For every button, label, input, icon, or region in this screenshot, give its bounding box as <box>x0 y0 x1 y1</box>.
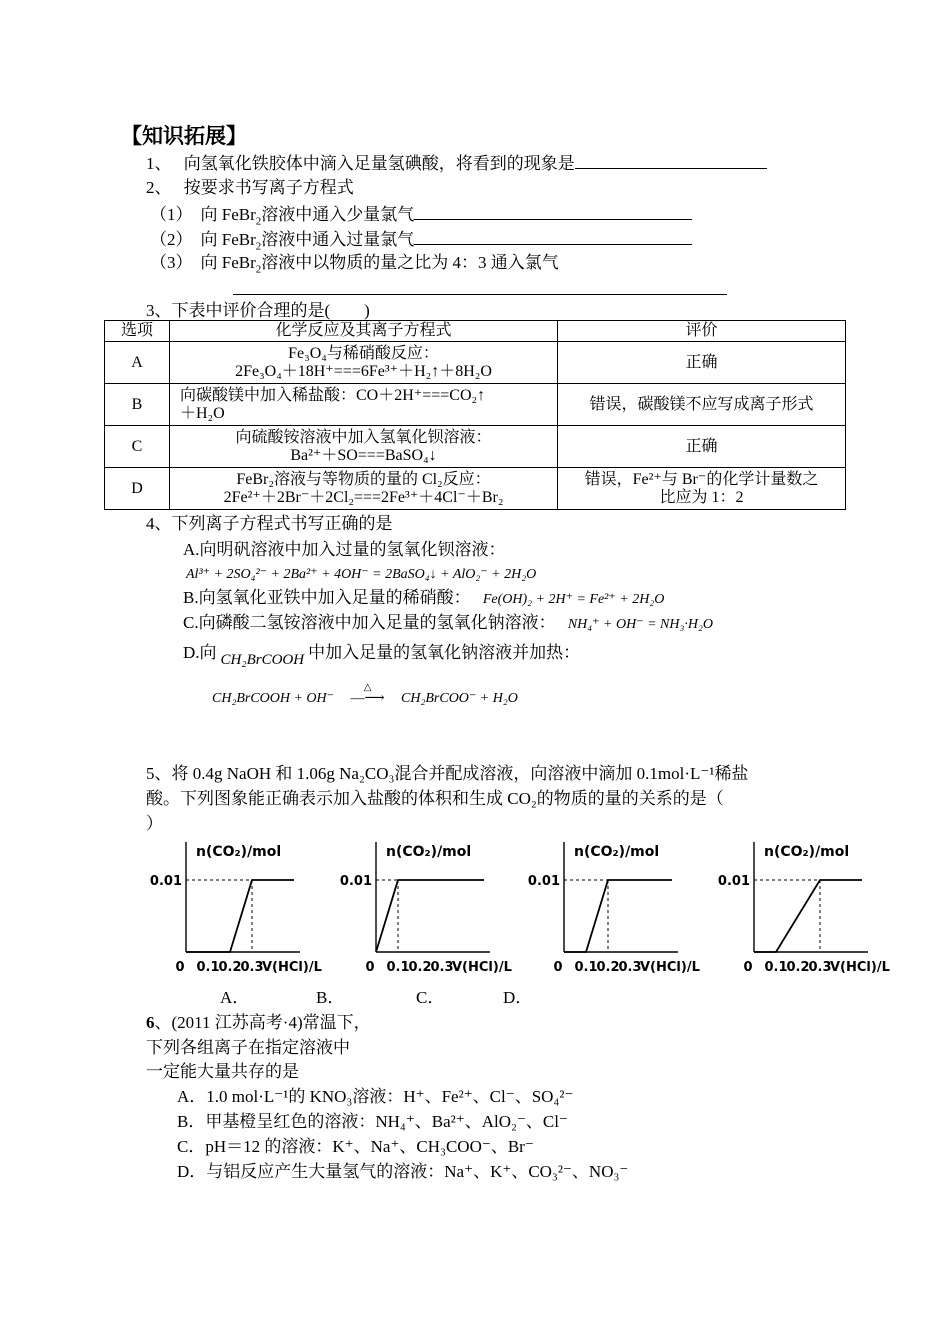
q4-option-b: B.向氢氧化亚铁中加入足量的稀硝酸： Fe(OH)₂ + 2H⁺ = Fe²⁺ + 2H₂O <box>183 588 665 607</box>
table-header-reaction: 化学反应及其离子方程式 <box>170 321 558 342</box>
section-title: 【知识拓展】 <box>121 124 247 148</box>
x-axis-label: V(HCl)/L <box>262 960 322 975</box>
table-row <box>105 384 846 426</box>
q2-item-1: （1） 向 FeBr$_2$溶液中通入少量氯气 <box>150 203 692 225</box>
table-header-option: 选项 <box>105 321 170 342</box>
q5-option-c-label[interactable]: C． <box>416 988 445 1007</box>
q6-option-a: A．1.0 mol·L⁻¹的 KNO₃溶液：H⁺、Fe²⁺、Cl⁻、SO₄²⁻ <box>177 1087 574 1106</box>
table-row <box>105 468 846 510</box>
q2-item-2: （2） 向 FeBr$_2$溶液中通入过量氯气 <box>150 228 692 250</box>
q2-item-3: （3） 向 FeBr$_2$溶液中以物质的量之比为 4：3 通入氯气 <box>150 253 559 276</box>
row-evaluation: 错误，Fe²⁺与 Br⁻的化学计量数之 比应为 1：2 <box>558 468 846 510</box>
row-reaction: FeBr₂溶液与等物质的量的 Cl₂反应： 2Fe²⁺＋2Br⁻＋2Cl₂===2Fe³⁺＋4Cl⁻＋Br₂ <box>170 468 558 510</box>
q6-option-b: B．甲基橙呈红色的溶液：NH₄⁺、Ba²⁺、AlO₂⁻、Cl⁻ <box>177 1112 568 1131</box>
q6-option-d: D．与铝反应产生大量氢气的溶液：Na⁺、K⁺、CO₃²⁻、NO₃⁻ <box>177 1162 629 1181</box>
q4-option-c: C.向磷酸二氢铵溶液中加入足量的氢氧化钠溶液： NH₄⁺ + OH⁻ = NH₃·H₂O <box>183 613 713 632</box>
q5-option-b-label[interactable]: B． <box>316 988 345 1007</box>
graph-c <box>528 838 713 983</box>
row-evaluation: 错误，碳酸镁不应写成离子形式 <box>558 384 846 426</box>
row-reaction: 向硫酸铵溶液中加入氢氧化钡溶液： Ba²⁺＋SO===BaSO₄↓ <box>170 426 558 468</box>
q4-option-d-equation: CH₂BrCOOH + OH⁻ △ —⟶ CH₂BrCOO⁻ + H₂O <box>212 682 518 706</box>
graph-b <box>340 838 525 983</box>
q6-line-3: 一定能大量共存的是 <box>146 1062 299 1081</box>
row-option: C <box>105 426 170 468</box>
x-tick-label: 0.2 <box>408 960 432 975</box>
q4-title: 4、下列离子方程式书写正确的是 <box>146 514 393 533</box>
q1-number: 1、 <box>146 154 172 173</box>
q2-item-2-blank[interactable] <box>414 228 692 245</box>
q2-number: 2、 <box>146 178 172 197</box>
x-tick-label: 0.2 <box>218 960 242 975</box>
q4-option-a-equation: Al³⁺ + 2SO₄²⁻ + 2Ba²⁺ + 4OH⁻ = 2BaSO₄↓ + AlO₂⁻ + 2H₂O <box>186 567 537 582</box>
y-axis-label: n(CO₂)/mol <box>574 844 660 860</box>
q1-answer-blank[interactable] <box>575 152 767 169</box>
x-axis-label: V(HCl)/L <box>640 960 700 975</box>
evaluation-table <box>104 320 846 510</box>
x-tick-label: 0.1 <box>764 960 788 975</box>
q5-line-2: 酸。下列图象能正确表示加入盐酸的体积和生成 CO₂的物质的量的关系的是（ <box>146 789 724 808</box>
graph-d <box>718 838 903 983</box>
row-option: B <box>105 384 170 426</box>
row-evaluation: 正确 <box>558 426 846 468</box>
x-tick-label: 0.1 <box>196 960 220 975</box>
x-axis-label: V(HCl)/L <box>830 960 890 975</box>
y-axis-label: n(CO₂)/mol <box>764 844 850 860</box>
q4-option-a: A.向明矾溶液中加入过量的氢氧化钡溶液： <box>183 540 506 559</box>
row-reaction: Fe₃O₄与稀硝酸反应： 2Fe₃O₄＋18H⁺===6Fe³⁺＋H₂↑＋8H₂O <box>170 342 558 384</box>
row-reaction: 向碳酸镁中加入稀盐酸：CO＋2H⁺===CO₂↑ ＋H₂O <box>170 384 558 426</box>
q1-text: 向氢氧化铁胶体中滴入足量氢碘酸，将看到的现象是 <box>183 154 575 173</box>
series-line <box>754 880 862 952</box>
table-header-row <box>105 321 846 342</box>
y-tick-label: 0.01 <box>718 874 750 889</box>
q2-item-1-blank[interactable] <box>414 203 692 220</box>
row-option: D <box>105 468 170 510</box>
x-tick-label: 0.3 <box>430 960 454 975</box>
q2-item-3-answer-line[interactable] <box>233 278 727 300</box>
q5-option-a-label[interactable]: A． <box>220 988 250 1007</box>
x-tick-label: 0 <box>743 960 753 975</box>
q4-option-c-equation: NH₄⁺ + OH⁻ = NH₃·H₂O <box>567 617 713 632</box>
y-axis-label: n(CO₂)/mol <box>196 844 282 860</box>
graph-a <box>150 838 335 983</box>
q6-line-1: 6、(2011 江苏高考·4)常温下， <box>146 1013 371 1032</box>
x-tick-label: 0.2 <box>596 960 620 975</box>
q5-line-3: ） <box>146 814 163 833</box>
table-header-evaluation: 评价 <box>558 321 846 342</box>
row-evaluation: 正确 <box>558 342 846 384</box>
q4-option-d: D.向 CH₂BrCOOH 中加入足量的氢氧化钠溶液并加热： <box>183 643 581 668</box>
series-line <box>564 880 672 952</box>
y-tick-label: 0.01 <box>340 874 372 889</box>
row-option: A <box>105 342 170 384</box>
series-line <box>376 880 484 952</box>
x-axis-label: V(HCl)/L <box>452 960 512 975</box>
series-line <box>186 880 294 952</box>
x-tick-label: 0.3 <box>618 960 642 975</box>
q2-text: 按要求书写离子方程式 <box>183 178 354 197</box>
x-tick-label: 0.1 <box>574 960 598 975</box>
q5-option-d-label[interactable]: D． <box>503 988 533 1007</box>
table-row <box>105 342 846 384</box>
y-tick-label: 0.01 <box>150 874 182 889</box>
x-tick-label: 0.3 <box>240 960 264 975</box>
table-row <box>105 426 846 468</box>
q3-title: 3、下表中评价合理的是( ) <box>146 301 370 320</box>
x-tick-label: 0 <box>553 960 563 975</box>
x-tick-label: 0 <box>175 960 185 975</box>
x-tick-label: 0 <box>365 960 375 975</box>
x-tick-label: 0.3 <box>808 960 832 975</box>
q6-option-c: C．pH＝12 的溶液：K⁺、Na⁺、CH₃COO⁻、Br⁻ <box>177 1137 534 1156</box>
y-tick-label: 0.01 <box>528 874 560 889</box>
y-axis-label: n(CO₂)/mol <box>386 844 472 860</box>
q5-line-1: 5、将 0.4g NaOH 和 1.06g Na₂CO₃混合并配成溶液，向溶液中滴加 0.1mol·L⁻¹稀盐 <box>146 764 749 783</box>
q4-option-b-equation: Fe(OH)₂ + 2H⁺ = Fe²⁺ + 2H₂O <box>482 592 665 607</box>
q6-line-2: 下列各组离子在指定溶液中 <box>146 1038 350 1057</box>
question-2 <box>146 178 354 198</box>
question-1 <box>146 152 767 174</box>
x-tick-label: 0.2 <box>786 960 810 975</box>
x-tick-label: 0.1 <box>386 960 410 975</box>
